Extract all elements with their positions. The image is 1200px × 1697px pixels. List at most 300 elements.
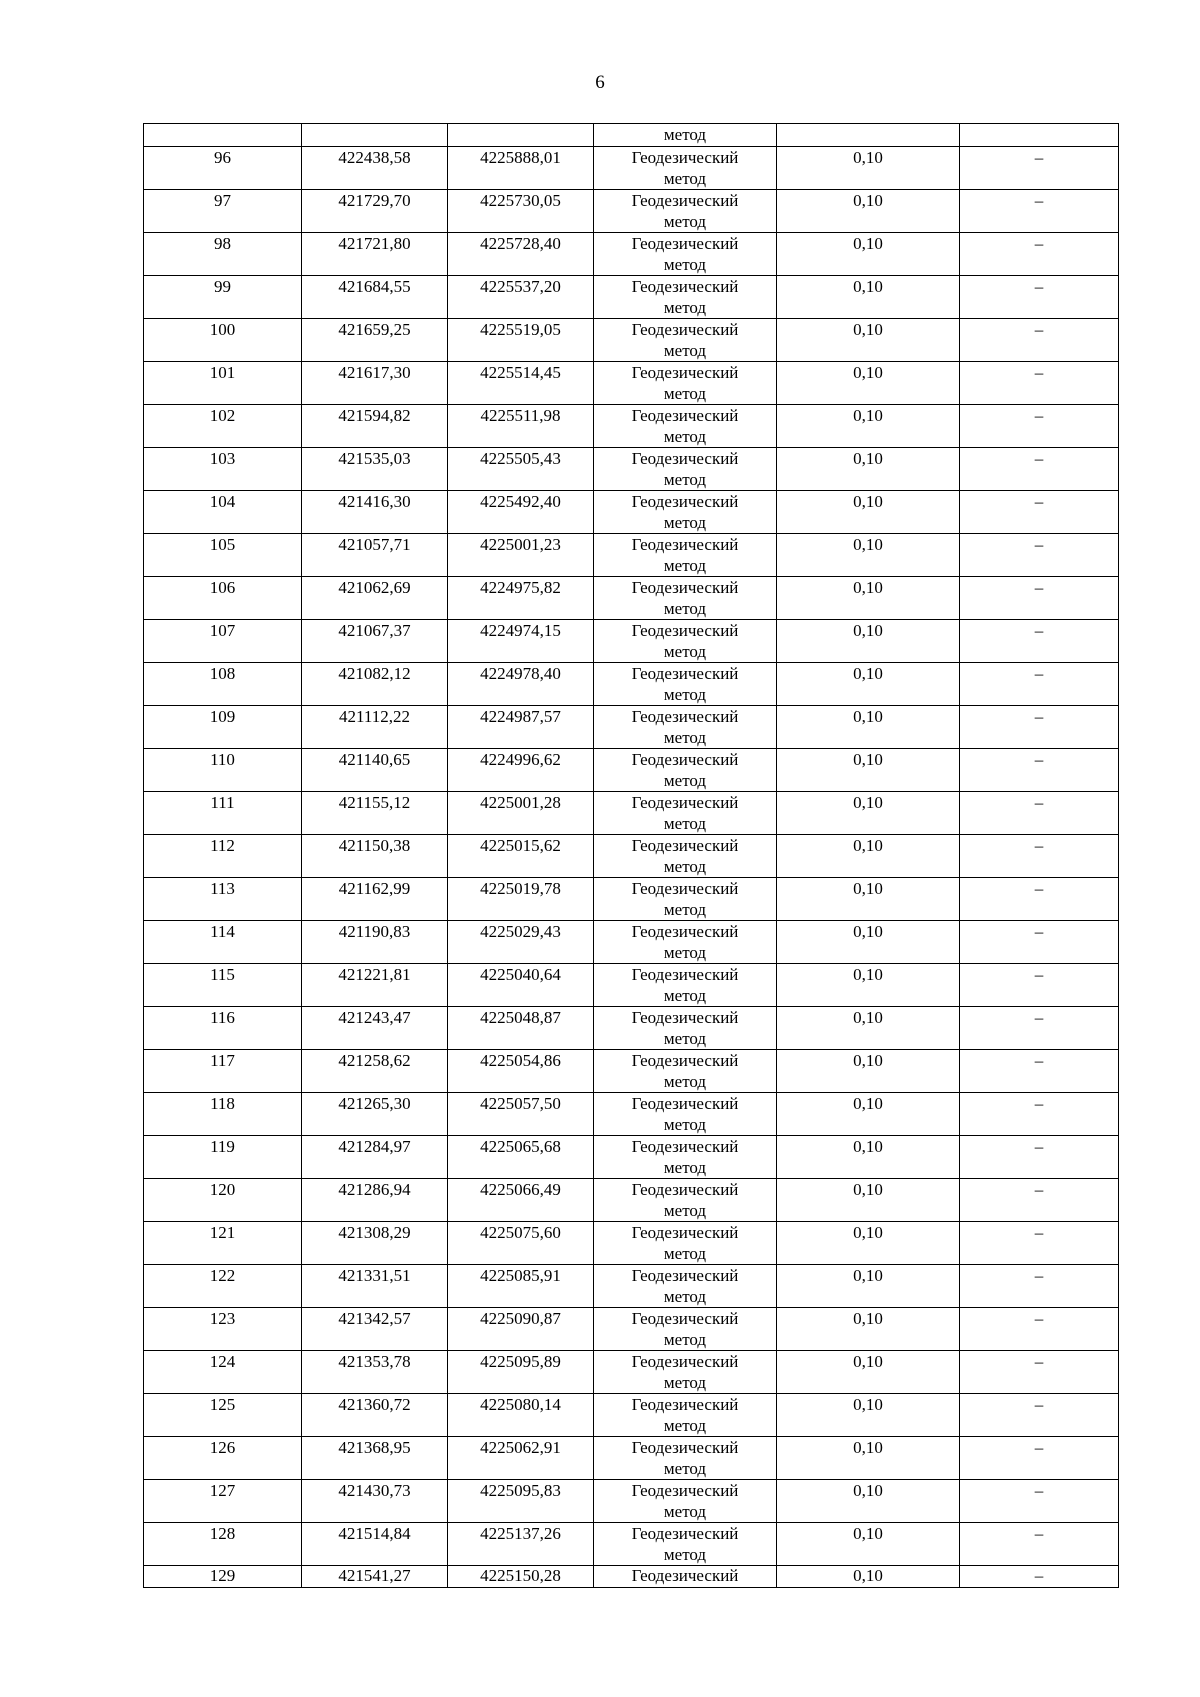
method-label: Геодезический: [631, 1524, 739, 1543]
method-label-cont: метод: [663, 1029, 707, 1048]
table-row: [144, 319, 1119, 362]
cell-accuracy: 0,10: [777, 190, 960, 233]
cell-point-number: [144, 124, 302, 147]
cell-note: –: [960, 706, 1119, 749]
table-row: [144, 964, 1119, 1007]
cell-method: [594, 1308, 777, 1351]
cell-x: 421067,37: [302, 620, 448, 663]
cell-note: –: [960, 319, 1119, 362]
cell-method: [594, 405, 777, 448]
cell-accuracy: 0,10: [777, 577, 960, 620]
cell-x: 421535,03: [302, 448, 448, 491]
table-row: [144, 577, 1119, 620]
cell-accuracy: 0,10: [777, 1222, 960, 1265]
cell-point-number: 126: [144, 1437, 302, 1480]
method-label-cont: метод: [663, 728, 707, 747]
cell-accuracy: 0,10: [777, 792, 960, 835]
cell-x: 421659,25: [302, 319, 448, 362]
cell-method: [594, 1136, 777, 1179]
cell-x: 421150,38: [302, 835, 448, 878]
method-label-cont: метод: [663, 1502, 707, 1521]
cell-x: 421112,22: [302, 706, 448, 749]
cell-accuracy: 0,10: [777, 534, 960, 577]
cell-note: –: [960, 1179, 1119, 1222]
method-label: Геодезический: [631, 879, 739, 898]
cell-y: 4224987,57: [448, 706, 594, 749]
cell-y: 4225888,01: [448, 147, 594, 190]
cell-point-number: 107: [144, 620, 302, 663]
cell-point-number: 105: [144, 534, 302, 577]
cell-y: 4225019,78: [448, 878, 594, 921]
cell-accuracy: 0,10: [777, 448, 960, 491]
cell-point-number: 109: [144, 706, 302, 749]
method-label: Геодезический: [631, 1481, 739, 1500]
cell-point-number: 119: [144, 1136, 302, 1179]
cell-accuracy: 0,10: [777, 1566, 960, 1588]
cell-x: 421258,62: [302, 1050, 448, 1093]
table-row: [144, 276, 1119, 319]
table-row: [144, 1351, 1119, 1394]
method-label-cont: метод: [663, 556, 707, 575]
method-label-cont: метод: [663, 771, 707, 790]
cell-note: –: [960, 1050, 1119, 1093]
cell-point-number: 99: [144, 276, 302, 319]
cell-note: –: [960, 1394, 1119, 1437]
table-row: [144, 835, 1119, 878]
cell-x: 421155,12: [302, 792, 448, 835]
cell-accuracy: 0,10: [777, 1136, 960, 1179]
cell-y: 4225066,49: [448, 1179, 594, 1222]
cell-method: [594, 1394, 777, 1437]
method-label: Геодезический: [631, 922, 739, 941]
cell-x: 421430,73: [302, 1480, 448, 1523]
cell-accuracy: 0,10: [777, 147, 960, 190]
table-row: [144, 1222, 1119, 1265]
cell-y: 4225095,89: [448, 1351, 594, 1394]
method-label: Геодезический: [631, 1180, 739, 1199]
cell-method: [594, 190, 777, 233]
cell-method: Геодезический: [594, 1566, 777, 1588]
table-row: [144, 233, 1119, 276]
method-label-cont: метод: [663, 685, 707, 704]
cell-accuracy: 0,10: [777, 1093, 960, 1136]
table-row: [144, 362, 1119, 405]
cell-y: 4225537,20: [448, 276, 594, 319]
cell-point-number: 97: [144, 190, 302, 233]
cell-accuracy: 0,10: [777, 405, 960, 448]
cell-x: 421243,47: [302, 1007, 448, 1050]
cell-method: [594, 233, 777, 276]
cell-y: 4225075,60: [448, 1222, 594, 1265]
table-row: [144, 1093, 1119, 1136]
cell-note: –: [960, 448, 1119, 491]
cell-point-number: 108: [144, 663, 302, 706]
cell-point-number: 111: [144, 792, 302, 835]
method-label: Геодезический: [631, 320, 739, 339]
table-row: [144, 1308, 1119, 1351]
method-label-cont: метод: [663, 427, 707, 446]
method-label: Геодезический: [631, 621, 739, 640]
cell-method: [594, 1523, 777, 1566]
method-label: Геодезический: [631, 1223, 739, 1242]
table-row: [144, 620, 1119, 663]
cell-y: 4224974,15: [448, 620, 594, 663]
cell-note: –: [960, 1007, 1119, 1050]
cell-x: 421729,70: [302, 190, 448, 233]
method-label: Геодезический: [631, 406, 739, 425]
method-label: Геодезический: [631, 1395, 739, 1414]
cell-y: 4225048,87: [448, 1007, 594, 1050]
cell-x: 421190,83: [302, 921, 448, 964]
table-row: [144, 921, 1119, 964]
cell-y: 4225062,91: [448, 1437, 594, 1480]
cell-note: –: [960, 792, 1119, 835]
cell-accuracy: 0,10: [777, 1523, 960, 1566]
cell-note: –: [960, 1222, 1119, 1265]
cell-accuracy: 0,10: [777, 964, 960, 1007]
cell-note: –: [960, 878, 1119, 921]
method-label: Геодезический: [631, 277, 739, 296]
cell-point-number: 110: [144, 749, 302, 792]
method-label: метод: [663, 125, 707, 144]
method-label-cont: метод: [663, 1330, 707, 1349]
method-label-cont: метод: [663, 1244, 707, 1263]
cell-point-number: 125: [144, 1394, 302, 1437]
cell-x: 421284,97: [302, 1136, 448, 1179]
method-label-cont: метод: [663, 1115, 707, 1134]
cell-note: –: [960, 749, 1119, 792]
cell-x: 421265,30: [302, 1093, 448, 1136]
cell-accuracy: [777, 124, 960, 147]
cell-y: 4225514,45: [448, 362, 594, 405]
cell-method: [594, 620, 777, 663]
cell-note: –: [960, 1523, 1119, 1566]
cell-note: –: [960, 276, 1119, 319]
method-label-cont: метод: [663, 943, 707, 962]
method-label: Геодезический: [631, 1266, 739, 1285]
cell-accuracy: 0,10: [777, 1050, 960, 1093]
cell-method: [594, 1222, 777, 1265]
cell-note: –: [960, 964, 1119, 1007]
cell-x: 421342,57: [302, 1308, 448, 1351]
cell-point-number: 122: [144, 1265, 302, 1308]
method-label: Геодезический: [631, 1094, 739, 1113]
cell-point-number: 98: [144, 233, 302, 276]
cell-y: 4225511,98: [448, 405, 594, 448]
cell-method: [594, 491, 777, 534]
cell-x: 421286,94: [302, 1179, 448, 1222]
cell-method: [594, 1179, 777, 1222]
table-row: [144, 792, 1119, 835]
method-label-cont: метод: [663, 341, 707, 360]
cell-y: 4225085,91: [448, 1265, 594, 1308]
cell-x: 421221,81: [302, 964, 448, 1007]
cell-x: 421360,72: [302, 1394, 448, 1437]
cell-y: 4224975,82: [448, 577, 594, 620]
cell-method: [594, 124, 777, 147]
cell-note: –: [960, 190, 1119, 233]
method-label-cont: метод: [663, 1201, 707, 1220]
method-label: Геодезический: [631, 793, 739, 812]
table-row: [144, 878, 1119, 921]
table-row: [144, 1480, 1119, 1523]
cell-note: [960, 124, 1119, 147]
cell-point-number: 127: [144, 1480, 302, 1523]
cell-y: [448, 124, 594, 147]
cell-method: [594, 1093, 777, 1136]
method-label: Геодезический: [631, 664, 739, 683]
table-row: [144, 1394, 1119, 1437]
cell-method: [594, 835, 777, 878]
table-row: [144, 1265, 1119, 1308]
cell-point-number: 116: [144, 1007, 302, 1050]
cell-method: [594, 1007, 777, 1050]
cell-method: [594, 663, 777, 706]
cell-method: [594, 878, 777, 921]
cell-point-number: 101: [144, 362, 302, 405]
cell-note: –: [960, 1480, 1119, 1523]
cell-x: 421062,69: [302, 577, 448, 620]
cell-x: 421368,95: [302, 1437, 448, 1480]
method-label: Геодезический: [631, 363, 739, 382]
cell-x: 421416,30: [302, 491, 448, 534]
table-row-last: [144, 1566, 1119, 1588]
cell-accuracy: 0,10: [777, 276, 960, 319]
cell-note: –: [960, 1093, 1119, 1136]
cell-y: 4225080,14: [448, 1394, 594, 1437]
table-row: [144, 749, 1119, 792]
cell-y: 4225040,64: [448, 964, 594, 1007]
cell-point-number: 96: [144, 147, 302, 190]
cell-method: [594, 921, 777, 964]
cell-accuracy: 0,10: [777, 1394, 960, 1437]
method-label-cont: метод: [663, 900, 707, 919]
cell-y: 4225137,26: [448, 1523, 594, 1566]
method-label-cont: метод: [663, 255, 707, 274]
method-label-cont: метод: [663, 212, 707, 231]
cell-point-number: 115: [144, 964, 302, 1007]
table-row: [144, 1437, 1119, 1480]
cell-point-number: 113: [144, 878, 302, 921]
method-label-cont: метод: [663, 1072, 707, 1091]
cell-accuracy: 0,10: [777, 663, 960, 706]
method-label-cont: метод: [663, 470, 707, 489]
cell-point-number: 117: [144, 1050, 302, 1093]
method-label-cont: метод: [663, 642, 707, 661]
cell-accuracy: 0,10: [777, 620, 960, 663]
cell-method: [594, 1480, 777, 1523]
method-label: Геодезический: [631, 750, 739, 769]
cell-method: [594, 1050, 777, 1093]
cell-accuracy: 0,10: [777, 878, 960, 921]
method-label-cont: метод: [663, 599, 707, 618]
cell-note: –: [960, 663, 1119, 706]
cell-point-number: 118: [144, 1093, 302, 1136]
cell-method: [594, 534, 777, 577]
method-label: Геодезический: [631, 234, 739, 253]
cell-accuracy: 0,10: [777, 1179, 960, 1222]
cell-note: –: [960, 362, 1119, 405]
cell-x: 421082,12: [302, 663, 448, 706]
method-label-cont: метод: [663, 513, 707, 532]
method-label: Геодезический: [631, 1352, 739, 1371]
cell-note: –: [960, 835, 1119, 878]
table-row: [144, 663, 1119, 706]
method-label: Геодезический: [631, 836, 739, 855]
method-label: Геодезический: [631, 492, 739, 511]
method-label: Геодезический: [631, 707, 739, 726]
method-label: Геодезический: [631, 535, 739, 554]
cell-method: [594, 319, 777, 362]
cell-accuracy: 0,10: [777, 921, 960, 964]
cell-point-number: 123: [144, 1308, 302, 1351]
cell-x: 421514,84: [302, 1523, 448, 1566]
method-label-cont: метод: [663, 298, 707, 317]
cell-accuracy: 0,10: [777, 1007, 960, 1050]
method-label: Геодезический: [631, 578, 739, 597]
cell-method: [594, 276, 777, 319]
table-row: [144, 1050, 1119, 1093]
method-label: Геодезический: [631, 148, 739, 167]
cell-y: 4225065,68: [448, 1136, 594, 1179]
cell-y: 4225505,43: [448, 448, 594, 491]
table-row: [144, 405, 1119, 448]
cell-point-number: 114: [144, 921, 302, 964]
cell-point-number: 129: [144, 1566, 302, 1588]
method-label: Геодезический: [631, 449, 739, 468]
cell-accuracy: 0,10: [777, 1351, 960, 1394]
table-row-continued: [144, 124, 1119, 147]
cell-method: [594, 1437, 777, 1480]
table-row: [144, 706, 1119, 749]
method-label-cont: метод: [663, 986, 707, 1005]
cell-point-number: 102: [144, 405, 302, 448]
cell-x: 421541,27: [302, 1566, 448, 1588]
method-label: Геодезический: [631, 1309, 739, 1328]
cell-accuracy: 0,10: [777, 1308, 960, 1351]
cell-y: 4224996,62: [448, 749, 594, 792]
cell-x: 421353,78: [302, 1351, 448, 1394]
cell-note: –: [960, 1437, 1119, 1480]
cell-accuracy: 0,10: [777, 491, 960, 534]
cell-y: 4225090,87: [448, 1308, 594, 1351]
cell-x: 421594,82: [302, 405, 448, 448]
cell-method: [594, 964, 777, 1007]
cell-x: 421140,65: [302, 749, 448, 792]
table-row: [144, 1007, 1119, 1050]
cell-accuracy: 0,10: [777, 1480, 960, 1523]
cell-method: [594, 792, 777, 835]
cell-x: 421721,80: [302, 233, 448, 276]
method-label-cont: метод: [663, 1287, 707, 1306]
table-row: [144, 448, 1119, 491]
method-label: Геодезический: [631, 965, 739, 984]
table-row: [144, 1136, 1119, 1179]
cell-method: [594, 706, 777, 749]
cell-point-number: 121: [144, 1222, 302, 1265]
cell-method: [594, 1265, 777, 1308]
cell-y: 4225015,62: [448, 835, 594, 878]
cell-method: [594, 362, 777, 405]
page-number: 6: [595, 72, 605, 93]
cell-y: 4225057,50: [448, 1093, 594, 1136]
table-row: [144, 1179, 1119, 1222]
cell-x: 421331,51: [302, 1265, 448, 1308]
cell-method: [594, 147, 777, 190]
method-label-cont: метод: [663, 857, 707, 876]
cell-x: [302, 124, 448, 147]
method-label: Геодезический: [631, 191, 739, 210]
method-label-cont: метод: [663, 384, 707, 403]
cell-method: [594, 577, 777, 620]
cell-accuracy: 0,10: [777, 233, 960, 276]
cell-note: –: [960, 1265, 1119, 1308]
cell-y: 4225519,05: [448, 319, 594, 362]
cell-note: –: [960, 405, 1119, 448]
cell-note: –: [960, 620, 1119, 663]
method-label: Геодезический: [631, 1137, 739, 1156]
cell-y: 4225054,86: [448, 1050, 594, 1093]
cell-note: –: [960, 1308, 1119, 1351]
cell-y: 4225492,40: [448, 491, 594, 534]
cell-x: 421617,30: [302, 362, 448, 405]
method-label-cont: метод: [663, 1545, 707, 1564]
cell-note: –: [960, 147, 1119, 190]
table-row: [144, 147, 1119, 190]
table-row: [144, 534, 1119, 577]
cell-y: 4225001,23: [448, 534, 594, 577]
table-row: [144, 491, 1119, 534]
cell-y: 4224978,40: [448, 663, 594, 706]
method-label-cont: метод: [663, 1158, 707, 1177]
method-label-cont: метод: [663, 169, 707, 188]
method-label-cont: метод: [663, 1416, 707, 1435]
table-row: [144, 190, 1119, 233]
cell-accuracy: 0,10: [777, 706, 960, 749]
cell-note: –: [960, 577, 1119, 620]
cell-note: –: [960, 1136, 1119, 1179]
cell-accuracy: 0,10: [777, 1437, 960, 1480]
coordinates-table: [143, 123, 1119, 1588]
method-label-cont: метод: [663, 1373, 707, 1392]
cell-accuracy: 0,10: [777, 1265, 960, 1308]
cell-method: [594, 1351, 777, 1394]
cell-y: 4225730,05: [448, 190, 594, 233]
cell-note: –: [960, 534, 1119, 577]
cell-point-number: 120: [144, 1179, 302, 1222]
cell-accuracy: 0,10: [777, 362, 960, 405]
cell-x: 421308,29: [302, 1222, 448, 1265]
cell-x: 421057,71: [302, 534, 448, 577]
cell-y: 4225150,28: [448, 1566, 594, 1588]
method-label: Геодезический: [631, 1438, 739, 1457]
cell-point-number: 124: [144, 1351, 302, 1394]
cell-note: –: [960, 1351, 1119, 1394]
cell-point-number: 128: [144, 1523, 302, 1566]
cell-note: –: [960, 1566, 1119, 1588]
cell-accuracy: 0,10: [777, 835, 960, 878]
method-label: Геодезический: [631, 1008, 739, 1027]
cell-accuracy: 0,10: [777, 319, 960, 362]
cell-point-number: 100: [144, 319, 302, 362]
method-label-cont: метод: [663, 1459, 707, 1478]
cell-x: 421684,55: [302, 276, 448, 319]
cell-point-number: 103: [144, 448, 302, 491]
cell-point-number: 112: [144, 835, 302, 878]
cell-x: 421162,99: [302, 878, 448, 921]
cell-y: 4225001,28: [448, 792, 594, 835]
cell-y: 4225029,43: [448, 921, 594, 964]
